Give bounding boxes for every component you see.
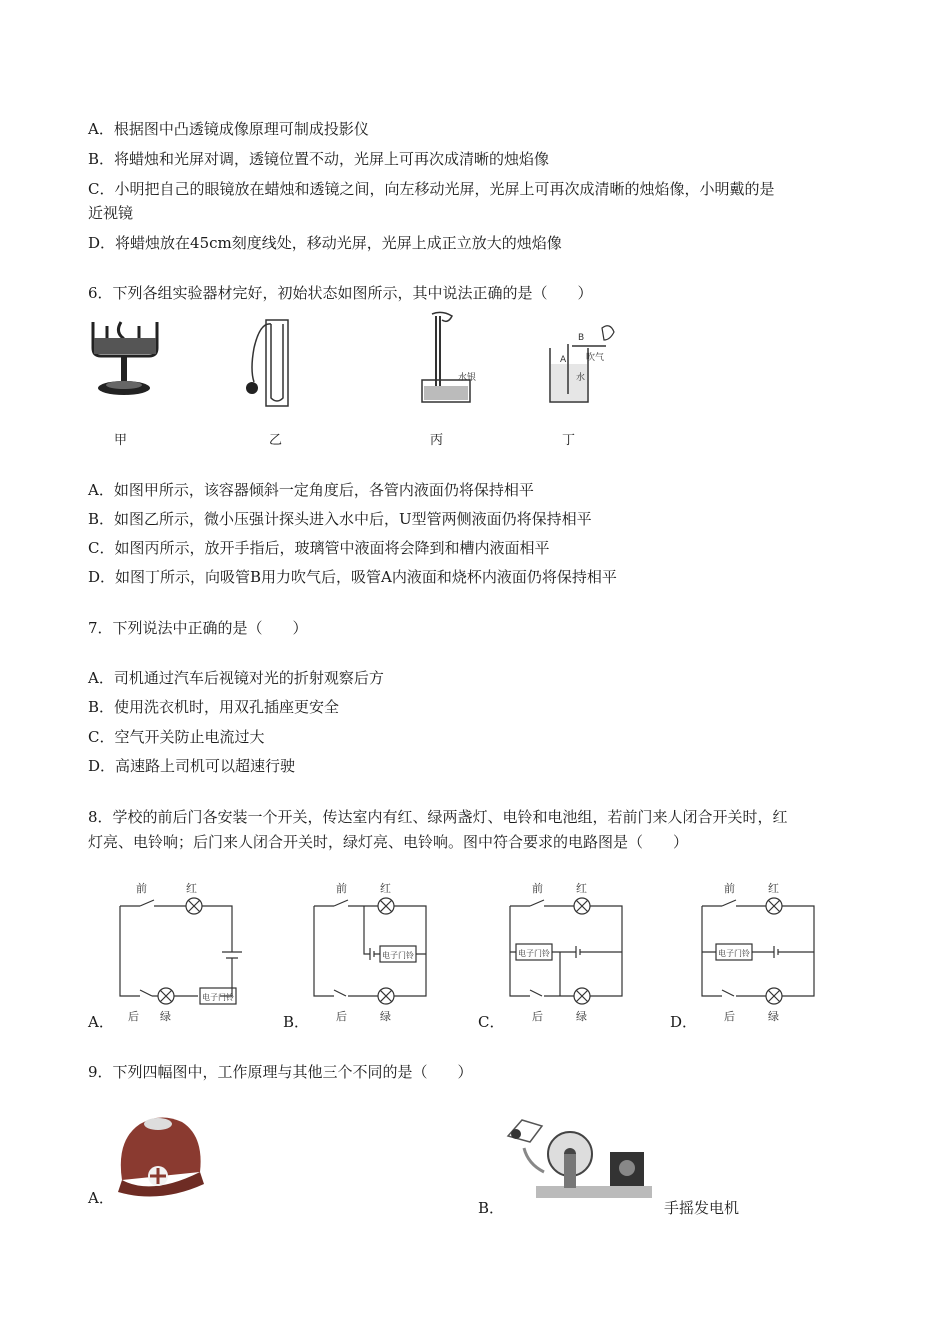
circuit-a-front: 前 (136, 882, 147, 895)
circuit-b-back: 后 (336, 1010, 347, 1023)
q6-option-b: B．如图乙所示，微小压强计探头进入水中后，U型管两侧液面仍将保持相平 (88, 510, 592, 528)
fig-pressure-gauge (240, 318, 300, 410)
circuit-b-red: 红 (380, 882, 391, 895)
circuit-b (306, 878, 436, 1024)
circuit-a-green: 绿 (160, 1010, 171, 1023)
circuit-b-green: 绿 (380, 1010, 391, 1023)
circuit-d-back: 后 (724, 1010, 735, 1023)
fig-mercury-tube (418, 310, 488, 406)
q5-option-a: A．根据图中凸透镜成像原理可制成投影仪 (88, 120, 369, 138)
q6-option-d: D．如图丁所示，向吸管B用力吹气后，吸管A内液面和烧杯内液面仍将保持相平 (88, 568, 617, 586)
q8-option-c: C． (478, 1013, 505, 1031)
q6-option-c: C．如图丙所示，放开手指后，玻璃管中液面将会降到和槽内液面相平 (88, 539, 550, 557)
blow-label: 吹气 (586, 353, 605, 363)
circuit-a-red: 红 (186, 882, 197, 895)
q9-caption-b: 手摇发电机 (664, 1199, 740, 1217)
water-label: 水 (576, 373, 586, 383)
fig-label-bing: 丙 (430, 433, 444, 448)
q7-option-a: A．司机通过汽车后视镜对光的折射观察后方 (88, 669, 384, 687)
q5-option-b: B．将蜡烛和光屏对调，透镜位置不动，光屏上可再次成清晰的烛焰像 (88, 150, 550, 168)
circuit-d-green: 绿 (768, 1010, 779, 1023)
circuit-a-back: 后 (128, 1010, 139, 1023)
q5-option-c-cont: 近视镜 (88, 204, 134, 222)
q7-stem: 7．下列说法中正确的是（ ） (88, 619, 308, 637)
q5-option-d: D．将蜡烛放在45cm刻度线处，移动光屏，光屏上成正立放大的烛焰像 (88, 234, 562, 252)
circuit-d (694, 878, 824, 1024)
fig-label-yi: 乙 (269, 433, 283, 448)
q7-option-b: B．使用洗衣机时，用双孔插座更安全 (88, 698, 340, 716)
fig-label-ding: 丁 (562, 433, 576, 448)
fig-blow-straw (544, 318, 620, 408)
circuit-a (112, 878, 242, 1024)
q9-option-b: B． (478, 1199, 505, 1217)
circuit-c (502, 878, 632, 1024)
fig-hand-crank-generator (500, 1108, 658, 1208)
mercury-label: 水银 (458, 373, 477, 383)
fig-connected-vessels (85, 318, 165, 404)
q8-stem-line2: 灯亮、电铃响；后门来人闭合开关时，绿灯亮、电铃响。图中符合要求的电路图是（ ） (88, 833, 689, 851)
q8-option-b: B． (283, 1013, 310, 1031)
circuit-c-bell: 电子门铃 (518, 949, 550, 958)
circuit-c-front: 前 (532, 882, 543, 895)
circuit-c-back: 后 (532, 1010, 543, 1023)
circuit-c-red: 红 (576, 882, 587, 895)
q5-option-c: C．小明把自己的眼镜放在蜡烛和透镜之间，向左移动光屏，光屏上可再次成清晰的烛焰像，小明戴的是 (88, 180, 775, 198)
q8-stem-line1: 8．学校的前后门各安装一个开关，传达室内有红、绿两盏灯、电铃和电池组，若前门来人闭合开关时，红 (88, 808, 788, 826)
q8-option-a: A． (88, 1013, 114, 1031)
q7-option-c: C．空气开关防止电流过大 (88, 728, 265, 746)
fig-label-jia: 甲 (114, 433, 128, 448)
circuit-b-front: 前 (336, 882, 347, 895)
q7-option-d: D．高速路上司机可以超速行驶 (88, 757, 296, 775)
circuit-b-bell: 电子门铃 (382, 951, 414, 960)
circuit-d-bell: 电子门铃 (718, 949, 750, 958)
q9-stem: 9．下列四幅图中，工作原理与其他三个不同的是（ ） (88, 1063, 473, 1081)
tube-b-label: B (578, 333, 585, 343)
circuit-a-bell: 电子门铃 (202, 993, 234, 1002)
q6-stem: 6．下列各组实验器材完好，初始状态如图所示，其中说法正确的是（ ） (88, 284, 593, 302)
q9-option-a: A． (88, 1189, 114, 1207)
q6-option-a: A．如图甲所示，该容器倾斜一定角度后，各管内液面仍将保持相平 (88, 481, 534, 499)
fig-solar-fan-cap (112, 1110, 208, 1202)
circuit-d-red: 红 (768, 882, 779, 895)
circuit-c-green: 绿 (576, 1010, 587, 1023)
circuit-d-front: 前 (724, 882, 735, 895)
q8-option-d: D． (670, 1013, 698, 1031)
tube-a-label: A (560, 355, 567, 365)
